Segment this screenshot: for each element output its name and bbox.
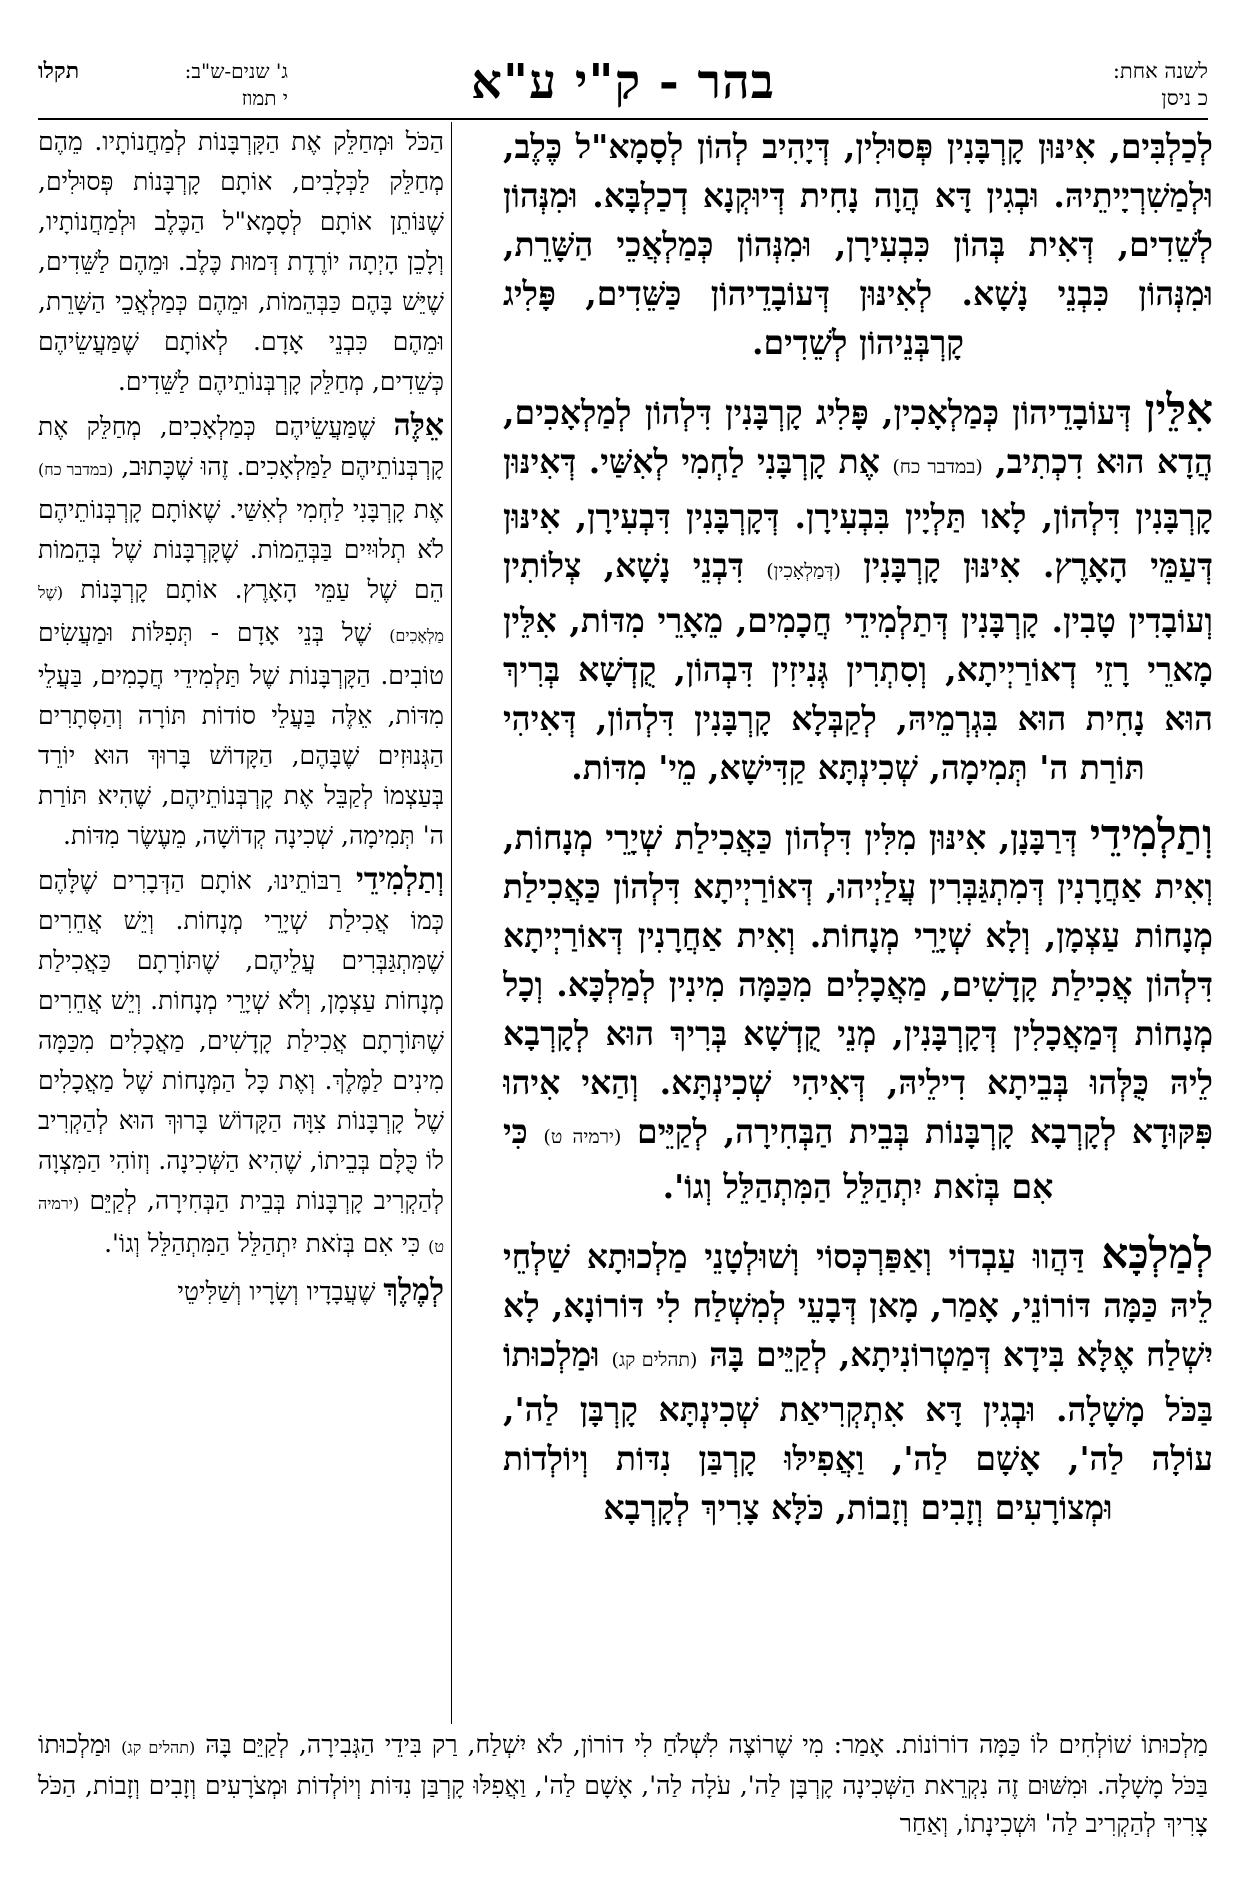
zohar-paragraph (503, 810, 1213, 1211)
translation-paragraph (38, 406, 444, 856)
paragraph-text: שֶׁעֲבָדָיו וְשָׂרָיו וְשַׁלִּיטֵי (177, 1277, 384, 1306)
schedule-date-one-year: כ ניסן (1161, 86, 1208, 110)
paragraph-text: וּמַלְכוּתוֹ בַּכֹּל מָשָׁלָה. וּמִשּׁוּם זֶה נִקְרֵאת הַשְּׁכִינָה קָרְבָּן לַה', עֹלָה לַה', אָשָׁם לַה', וַאֲפִלּוּ קָרְבַּן נִדּוֹת וְיוֹלְדוֹת וּמְצֹרָעִים וְזָבִים וְזָבוֹת, הַכֹּל צָרִיךְ לְהַקְרִיב לַה' וּשְׁכִינָתוֹ, וְאַחַר (38, 1730, 1208, 1838)
verse-reference: (ירמיה ט) (543, 1126, 622, 1148)
verse-reference: (שֶׁל מַלְאָכִים) (38, 583, 444, 645)
page-title: בהר - ק"י ע"א (471, 54, 775, 110)
translation-paragraph (38, 1726, 1208, 1843)
paragraph-lead-word: וְתַלְמִידֵי (356, 862, 444, 897)
translation-column (38, 122, 444, 1724)
zohar-paragraph (503, 122, 1213, 367)
zohar-paragraph (503, 385, 1213, 792)
paragraph-text: כִּי אִם בְּזֹאת יִתְהַלֵּל הַמִּתְהַלֵּל וְגוֹ'. (104, 1229, 429, 1258)
paragraph-text: אֶת קָרְבָּנִי לַחְמִי לְאִשַּׁי. שֶׁאוֹתָם קָרְבְּנוֹתֵיהֶם לֹא תְלוּיִים בַּבְּהֵמוֹת. שֶׁקָּרְבָּנוֹת שֶׁל בְּהֵמוֹת הֵם שֶׁל עַמֵּי הָאָרֶץ. אוֹתָם קָרְבָּנוֹת (38, 495, 444, 604)
zohar-text-column (503, 122, 1213, 1724)
verse-reference: (במדבר כח) (892, 456, 983, 478)
paragraph-text: הַכֹּל וּמְחַלֵּק אֶת הַקָּרְבָּנוֹת לְמַחֲנוֹתָיו. מֵהֶם מְחַלֵּק לַכְּלָבִים, אוֹתָם קָרְבָּנוֹת פְּסוּלִים, שֶׁנּוֹתֵן אוֹתָם לְסָמָא"ל הַכֶּלֶב וּלְמַחֲנוֹתָיו, וְלָכֵן הָיְתָה יוֹרֶדֶת דְּמוּת כֶּלֶב. וּמֵהֶם לַשֵּׁדִים, שֶׁיֵּשׁ בָּהֶם כַּבְּהֵמוֹת, וּמֵהֶם כְּמַלְאֲכֵי הַשָּׁרֵת, וּמֵהֶם כִּבְנֵי אָדָם. לְאוֹתָם שֶׁמַּעֲשֵׂיהֶם כְּשֵׁדִים, מְחַלֵּק קָרְבְּנוֹתֵיהֶם לַשֵּׁדִים. (38, 127, 444, 396)
paragraph-text: דַּהֲווּ עַבְדוֹי וְאַפַּרְכְּסוֹי וְשׁוּלְטָנֵי מַלְכוּתָא שַׁלְחֵי לֵיהּ כַּמָּה דּוֹרוֹנֵי, אָמַר, מָאן דְּבָעֵי לְמִשְׁלַח לִי דּוֹרוֹנָא, לָא יִשְׁלַח אֶלָּא בִּידָא דְּמַטְרוֹנִיתָא, לְקַיֵּים בָּהּ (503, 1237, 1213, 1374)
schedule-label-one-year: לשנה אחת: (1112, 59, 1208, 83)
paragraph-lead-word: לְמֶלֶךְ (383, 1273, 444, 1308)
paragraph-text: שֶׁמַּעֲשֵׂיהֶם כְּמַלְאָכִים, מְחַלֵּק אֶת קָרְבְּנוֹתֵיהֶם לַמַּלְאָכִים. זֶהוּ שֶׁכָּתוּב, (38, 412, 444, 481)
page-header (38, 54, 1208, 120)
verse-reference: (תהלים קג) (611, 1349, 698, 1371)
paragraph-text: לְכַלְבִּים, אִינּוּן קָרְבָּנִין פְּסוּלִין, דְּיָהִיב לְהוֹן לְסָמָא"ל כֶּלֶב, וּלְמַשִׁרְיָיתֵיהּ. וּבְגִין דָּא הֲוָה נָחִית דְּיוּקְנָא דְכַלְבָּא. וּמִנְּהוֹן לְשֵׁדִים, דְּאִית בְּהוֹן כִּבְעִירָן, וּמִנְּהוֹן כְּמַלְאֲכֵי הַשָּׁרֵת, וּמִנְּהוֹן כִּבְנֵי נָשָׁא. לְאִינּוּן דְּעוֹבָדֵיהוֹן כַּשֵּׁדִים, פָּלִיג קָרְבְּנֵיהוֹן לְשֵׁדִים. (503, 127, 1213, 362)
translation-paragraph (38, 122, 444, 402)
translation-paragraph (38, 1271, 444, 1312)
verse-reference: (במדבר כח) (38, 460, 114, 479)
translation-paragraph (38, 860, 444, 1267)
paragraph-text: דְּעוֹבָדֵיהוֹן כְּמַלְאָכִין, פָּלִיג קָרְבָּנִין דִּלְהוֹן לְמַלְאָכִים, הֲדָא הוּא דִכְתִיב, (503, 393, 1213, 481)
zohar-paragraph (503, 1229, 1213, 1532)
page-number: תקלו (38, 58, 80, 84)
paragraph-lead-word: וְתַלְמִידֵי (1089, 810, 1213, 859)
paragraph-text: דִּבְנֵי נָשָׁא, צְלוֹתִין וְעוֹבָדִין טָבִין. קָרְבָּנִין דְּתַלְמִידֵי חֲכָמִים, מֵאָרֵי מִדּוֹת, אִלֵּין מָארֵי רָזֵי דְאוֹרַיְיתָא, וְסִתְרִין גְּנִיזִין דִּבְהוֹן, קֻדְשָׁא בְּרִיךְ הוּא נָחִית הוּא בִּגְרְמֵיהּ, לְקַבְּלָא קָרְבָּנִין דִּלְהוֹן, דְּאִיהִי תּוֹרַת ה' תְּמִימָה, שְׁכִינְתָּא קַדִּישָׁא, מֵי' מִדּוֹת. (503, 546, 1213, 787)
paragraph-lead-word: אֵלֶּה (393, 408, 444, 443)
paragraph-text: מַלְכוּתוֹ שׁוֹלְחִים לוֹ כַּמָּה דוֹרוֹנוֹת. אָמַר: מִי שֶׁרוֹצֶה לִשְׁלֹחַ לִי דוֹרוֹן, לֹא יִשְׁלַח, רַק בִּידֵי הַגְּבִירָה, לְקַיֵּם בָּהּ (195, 1730, 1208, 1759)
translation-continuation (38, 1726, 1208, 1843)
schedule-date-three-years: י תמוז (241, 86, 288, 110)
paragraph-text: אֶת קָרְבָּנִי לַחְמִי לְאִשַּׁי. דְּאִינּוּן קָרְבָּנִין דִּלְהוֹן, לָאו תַּלְיָין בִּבְעִירָן. דְּקָרְבָּנִין דִּבְעִירָן, אִינּוּן דְּעַמֵּי הָאָרֶץ. אִינּוּן קָרְבָּנִין (503, 442, 1213, 585)
paragraph-lead-word: לְמַלְכָּא (1101, 1229, 1213, 1278)
paragraph-lead-word: אִלֵּין (1144, 385, 1213, 434)
paragraph-text: כִּי אִם בְּזֹאת יִתְהַלֵּל הַמִּתְהַלֵּל וְגוֹ'. (503, 1112, 1054, 1206)
verse-reference: (דְּמַלְאָכִין) (766, 560, 841, 582)
verse-reference: (ירמיה ט) (38, 1194, 444, 1256)
paragraph-text: שֶׁל בְּנֵי אָדָם - תְּפִלּוֹת וּמַעֲשִׂים טוֹבִים. הַקָּרְבָּנוֹת שֶׁל תַּלְמִידֵי חֲכָמִים, בַּעֲלֵי מִדּוֹת, אֵלֶּה בַּעֲלֵי סוֹדוֹת תּוֹרָה וְהַסְּתָרִים הַגְּנוּזִים שֶׁבָּהֶם, הַקָּדוֹשׁ בָּרוּךְ הוּא יוֹרֵד בְּעַצְמוֹ לְקַבֵּל אֶת קָרְבְּנוֹתֵיהֶם, שֶׁהִיא תּוֹרַת ה' תְּמִימָה, שְׁכִינָה קְדוֹשָׁה, מֵעֶשֶׂר מִדּוֹת. (38, 618, 444, 850)
header-divider (38, 118, 1208, 120)
study-schedule-three-years (108, 58, 288, 112)
verse-reference: (תהלים קג) (121, 1738, 196, 1757)
paragraph-text: וּמַלְכוּתוֹ בַּכֹּל מָשָׁלָה. וּבְגִין דָּא אִתְקְרִיאַת שְׁכִינְתָּא קָרְבָּן לַה', עוֹלָה לַה', אָשָׁם לַה', וַאֲפִילּוּ קָרְבַּן נִדּוֹת וְיוֹלְדוֹת וּמְצוֹרָעִים וְזָבִים וְזָבוֹת, כֹּלָּא צָרִיךְ לְקָרְבָא (503, 1335, 1213, 1527)
paragraph-text: דְּרַבָּנָן, אִינּוּן מִלִּין דִּלְהוֹן כַּאֲכִילַת שְׁיָרֵי מְנָחוֹת, וְאִית אַחֲרָנִין דְּמִתְגַּבְּרִין עֲלַיְיהוּ, דְּאוֹרַיְיתָא דִּלְהוֹן כַּאֲכִילַת מְנָחוֹת עַצְמָן, וְלָא שְׁיָרֵי מְנָחוֹת. וְאִית אַחֲרָנִין דְּאוֹרַיְיתָא דִּלְהוֹן אֲכִילַת קָדָשִׁים, מַאֲכָלִים מִכַּמָּה מִינִין לְמַלְכָּא. וְכָל מְנָחוֹת דְּמַאֲכָלִין דְּקָרְבָּנִין, מְנֵי קֻדְשָׁא בְּרִיךְ הוּא לְקָרְבָא לֵיהּ כֻּלְּהוּ בְּבֵיתָא דִילֵיהּ, דְּאִיהִי שְׁכִינְתָּא. וְהַאי אִיהוּ פִּקּוּדָא לְקָרְבָא קָרְבָּנוֹת בְּבֵית הַבְּחִירָה, לְקַיֵּים (503, 818, 1213, 1151)
paragraph-text: רַבּוֹתֵינוּ, אוֹתָם הַדְּבָרִים שֶׁלָּהֶם כְּמוֹ אֲכִילַת שְׁיָרֵי מְנָחוֹת. וְיֵשׁ אֲחֵרִים שֶׁמִּתְגַּבְּרִים עֲלֵיהֶם, שֶׁתּוֹרָתָם כַּאֲכִילַת מְנָחוֹת עַצְמָן, וְלֹא שְׁיָרֵי מְנָחוֹת. וְיֵשׁ אֲחֵרִים שֶׁתּוֹרָתָם אֲכִילַת קָדָשִׁים, מַאֲכָלִים מִכַּמָּה מִינִים לַמֶּלֶךְ. וְאֶת כָּל הַמְּנָחוֹת שֶׁל מַאֲכָלִים שֶׁל קָרְבָּנוֹת צִוָּה הַקָּדוֹשׁ בָּרוּךְ הוּא לְהַקְרִיב לוֹ כֻּלָּם בְּבֵיתוֹ, שֶׁהִיא הַשְּׁכִינָה. וְזוֹהִי הַמִּצְוָה לְהַקְרִיב קָרְבָּנוֹת בְּבֵית הַבְּחִירָה, לְקַיֵּם (38, 866, 444, 1215)
schedule-label-three-years: ג' שנים-ש"ב: (184, 59, 288, 83)
column-divider (451, 122, 452, 1724)
